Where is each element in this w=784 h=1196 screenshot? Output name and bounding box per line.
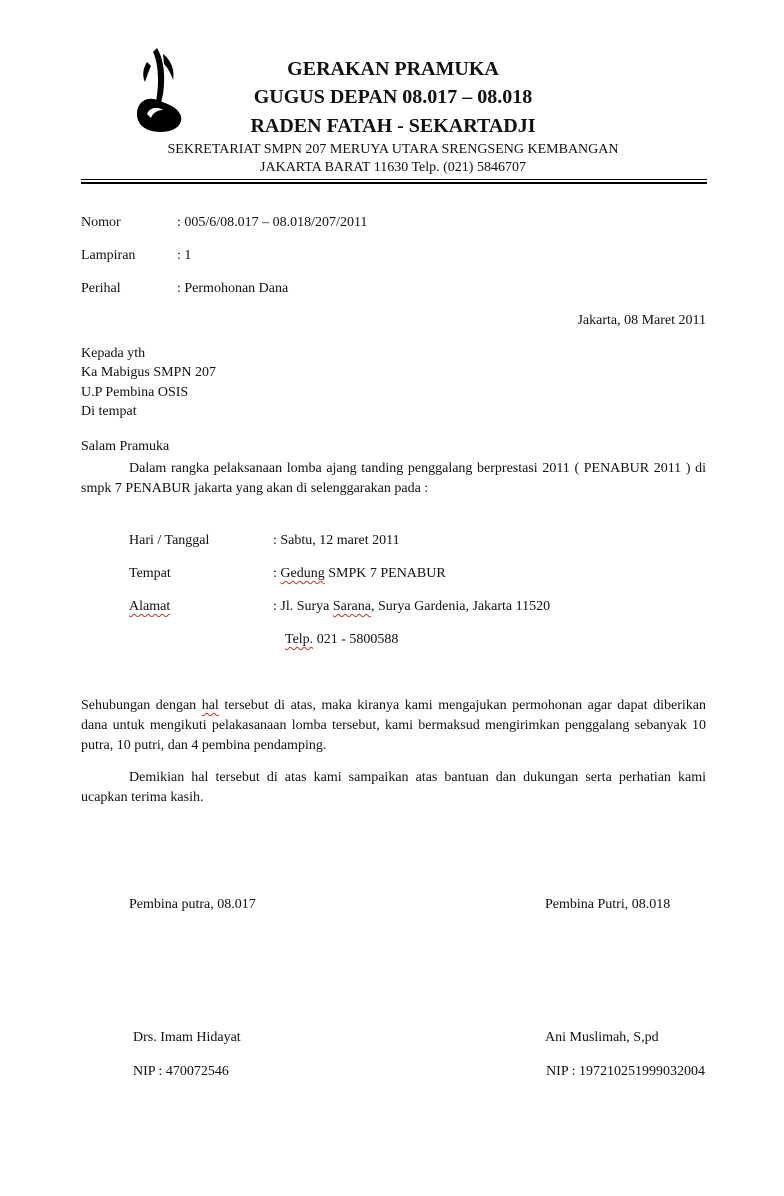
nomor-value: : 005/6/08.017 – 08.018/207/2011 xyxy=(177,215,368,230)
recipient-line: U.P Pembina OSIS xyxy=(81,385,189,400)
header-rule-thin xyxy=(81,179,707,180)
header-rule-thick xyxy=(81,182,707,184)
signature-right-name: Ani Muslimah, S,pd xyxy=(545,1030,659,1045)
address-line-1: SEKRETARIAT SMPN 207 MERUYA UTARA SRENGSENG KEMBANGAN xyxy=(167,142,619,157)
tempat-label: Tempat xyxy=(129,566,171,581)
greeting: Salam Pramuka xyxy=(81,439,170,454)
recipient-line: Kepada yth xyxy=(81,346,146,361)
signature-left-name: Drs. Imam Hidayat xyxy=(133,1030,241,1045)
signature-right-nip: NIP : 197210251999032004 xyxy=(546,1064,705,1079)
signature-left-nip: NIP : 470072546 xyxy=(133,1064,229,1079)
alamat-value: : Jl. Surya Sarana, Surya Gardenia, Jakarta 11520 xyxy=(273,599,551,614)
signature-left-title: Pembina putra, 08.017 xyxy=(129,897,256,912)
body-paragraph-1: Sehubungan dengan hal tersebut di atas, maka kiranya kami mengajukan permohonan agar dapat diberikan dana untuk mengikuti pelakasanaan lomba tersebut, kami bermaksud mengirimkan penggalang sebanyak 10 putra, 10 putri, dan 4 pembina pendamping. xyxy=(81,698,706,753)
telp-value: Telp. 021 - 5800588 xyxy=(285,632,399,647)
lampiran-value: : 1 xyxy=(177,248,192,263)
recipient-line: Ka Mabigus SMPN 207 xyxy=(81,365,216,380)
signature-right-title: Pembina Putri, 08.018 xyxy=(545,897,671,912)
hal-word: hal xyxy=(201,698,219,713)
intro-paragraph: Dalam rangka pelaksanaan lomba ajang tanding penggalang berprestasi 2011 ( PENABUR 2011 ) di smpk 7 PENABUR jakarta yang akan di selenggarakan pada : xyxy=(81,461,706,496)
alamat-label: Alamat xyxy=(129,599,171,614)
tempat-value: : Gedung SMPK 7 PENABUR xyxy=(273,566,446,581)
lampiran-label: Lampiran xyxy=(81,248,136,263)
alamat-word: Sarana xyxy=(332,599,371,614)
hari-label: Hari / Tanggal xyxy=(129,533,210,548)
unit-name: RADEN FATAH - SEKARTADJI xyxy=(250,115,536,137)
address-line-2: JAKARTA BARAT 11630 Telp. (021) 5846707 xyxy=(260,160,526,175)
perihal-label: Perihal xyxy=(81,281,121,296)
letter-date: Jakarta, 08 Maret 2011 xyxy=(577,313,706,328)
hari-value: : Sabtu, 12 maret 2011 xyxy=(273,533,400,548)
gugus-title: GUGUS DEPAN 08.017 – 08.018 xyxy=(253,86,533,108)
nomor-label: Nomor xyxy=(81,215,121,230)
tempat-word: Gedung xyxy=(280,566,325,581)
org-title: GERAKAN PRAMUKA xyxy=(287,58,499,80)
recipient-line: Di tempat xyxy=(81,404,137,419)
body-paragraph-2: Demikian hal tersebut di atas kami sampaikan atas bantuan dan dukungan serta perhatian kami ucapkan terima kasih. xyxy=(81,770,706,805)
perihal-value: : Permohonan Dana xyxy=(177,281,289,296)
